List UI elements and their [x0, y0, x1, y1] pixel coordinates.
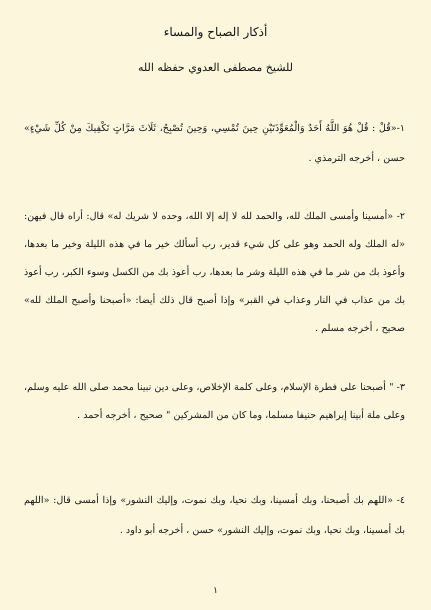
page-title: أذكار الصباح والمساء — [163, 25, 268, 39]
author-line: للشيخ مصطفى العدوي حفظه الله — [137, 61, 294, 74]
page-number: ١ — [213, 586, 218, 596]
dhikr-paragraph-2: ٢- «أمسينا وأمسى الملك لله، والحمد لله لا إله إلا الله، وحده لا شريك له» قال: أراه قال فيهن: «له الملك وله الحمد وهو على كل شيء قدير، رب أسألك خير ما في هذه الليلة وخير ما بعدها، وأعوذ بك من شر ما في هذه الليلة وشر ما بعدها، رب أعوذ بك من الكسل وسوء الكبر، رب أعوذ بك من عذاب في النار وعذاب في القبر» وإذا أصبح قال ذلك أيضا: «أصبحنا وأصبح الملك لله» صحيح ، أخرجه مسلم . — [24, 211, 405, 334]
dhikr-paragraph-4: ٤- «اللهم بك أصبحنا، وبك أمسينا، وبك نحيا، وبك نموت، وإليك النشور» وإذا أمسى قال: «اللهم بك أمسينا، وبك نحيا، وبك نموت، وإليك النشور» حسن ، أخرجه أبو داود . — [24, 495, 405, 536]
dhikr-paragraph-3: ٣- " أصبحنا على فطرة الإسلام، وعلى كلمة الإخلاص، وعلى دين نبينا محمد صلى الله عليه وسلم، وعلى ملة أبينا إبراهيم حنيفا مسلما، وما كان من المشركين " صحيح ، أخرجه أحمد . — [24, 382, 405, 421]
dhikr-paragraph-1: ١-«قُلْ : قُلْ هُوَ اللَّهُ أَحَدٌ وَالْمُعَوِّذَتَيْنِ حِينَ تُمْسِي، وَحِينَ تُصْبِحُ، ثَلَاثَ مَرَّاتٍ تَكْفِيكَ مِنْ كُلِّ شَيْءٍ» حسن ، أخرجه الترمذي . — [24, 123, 405, 164]
